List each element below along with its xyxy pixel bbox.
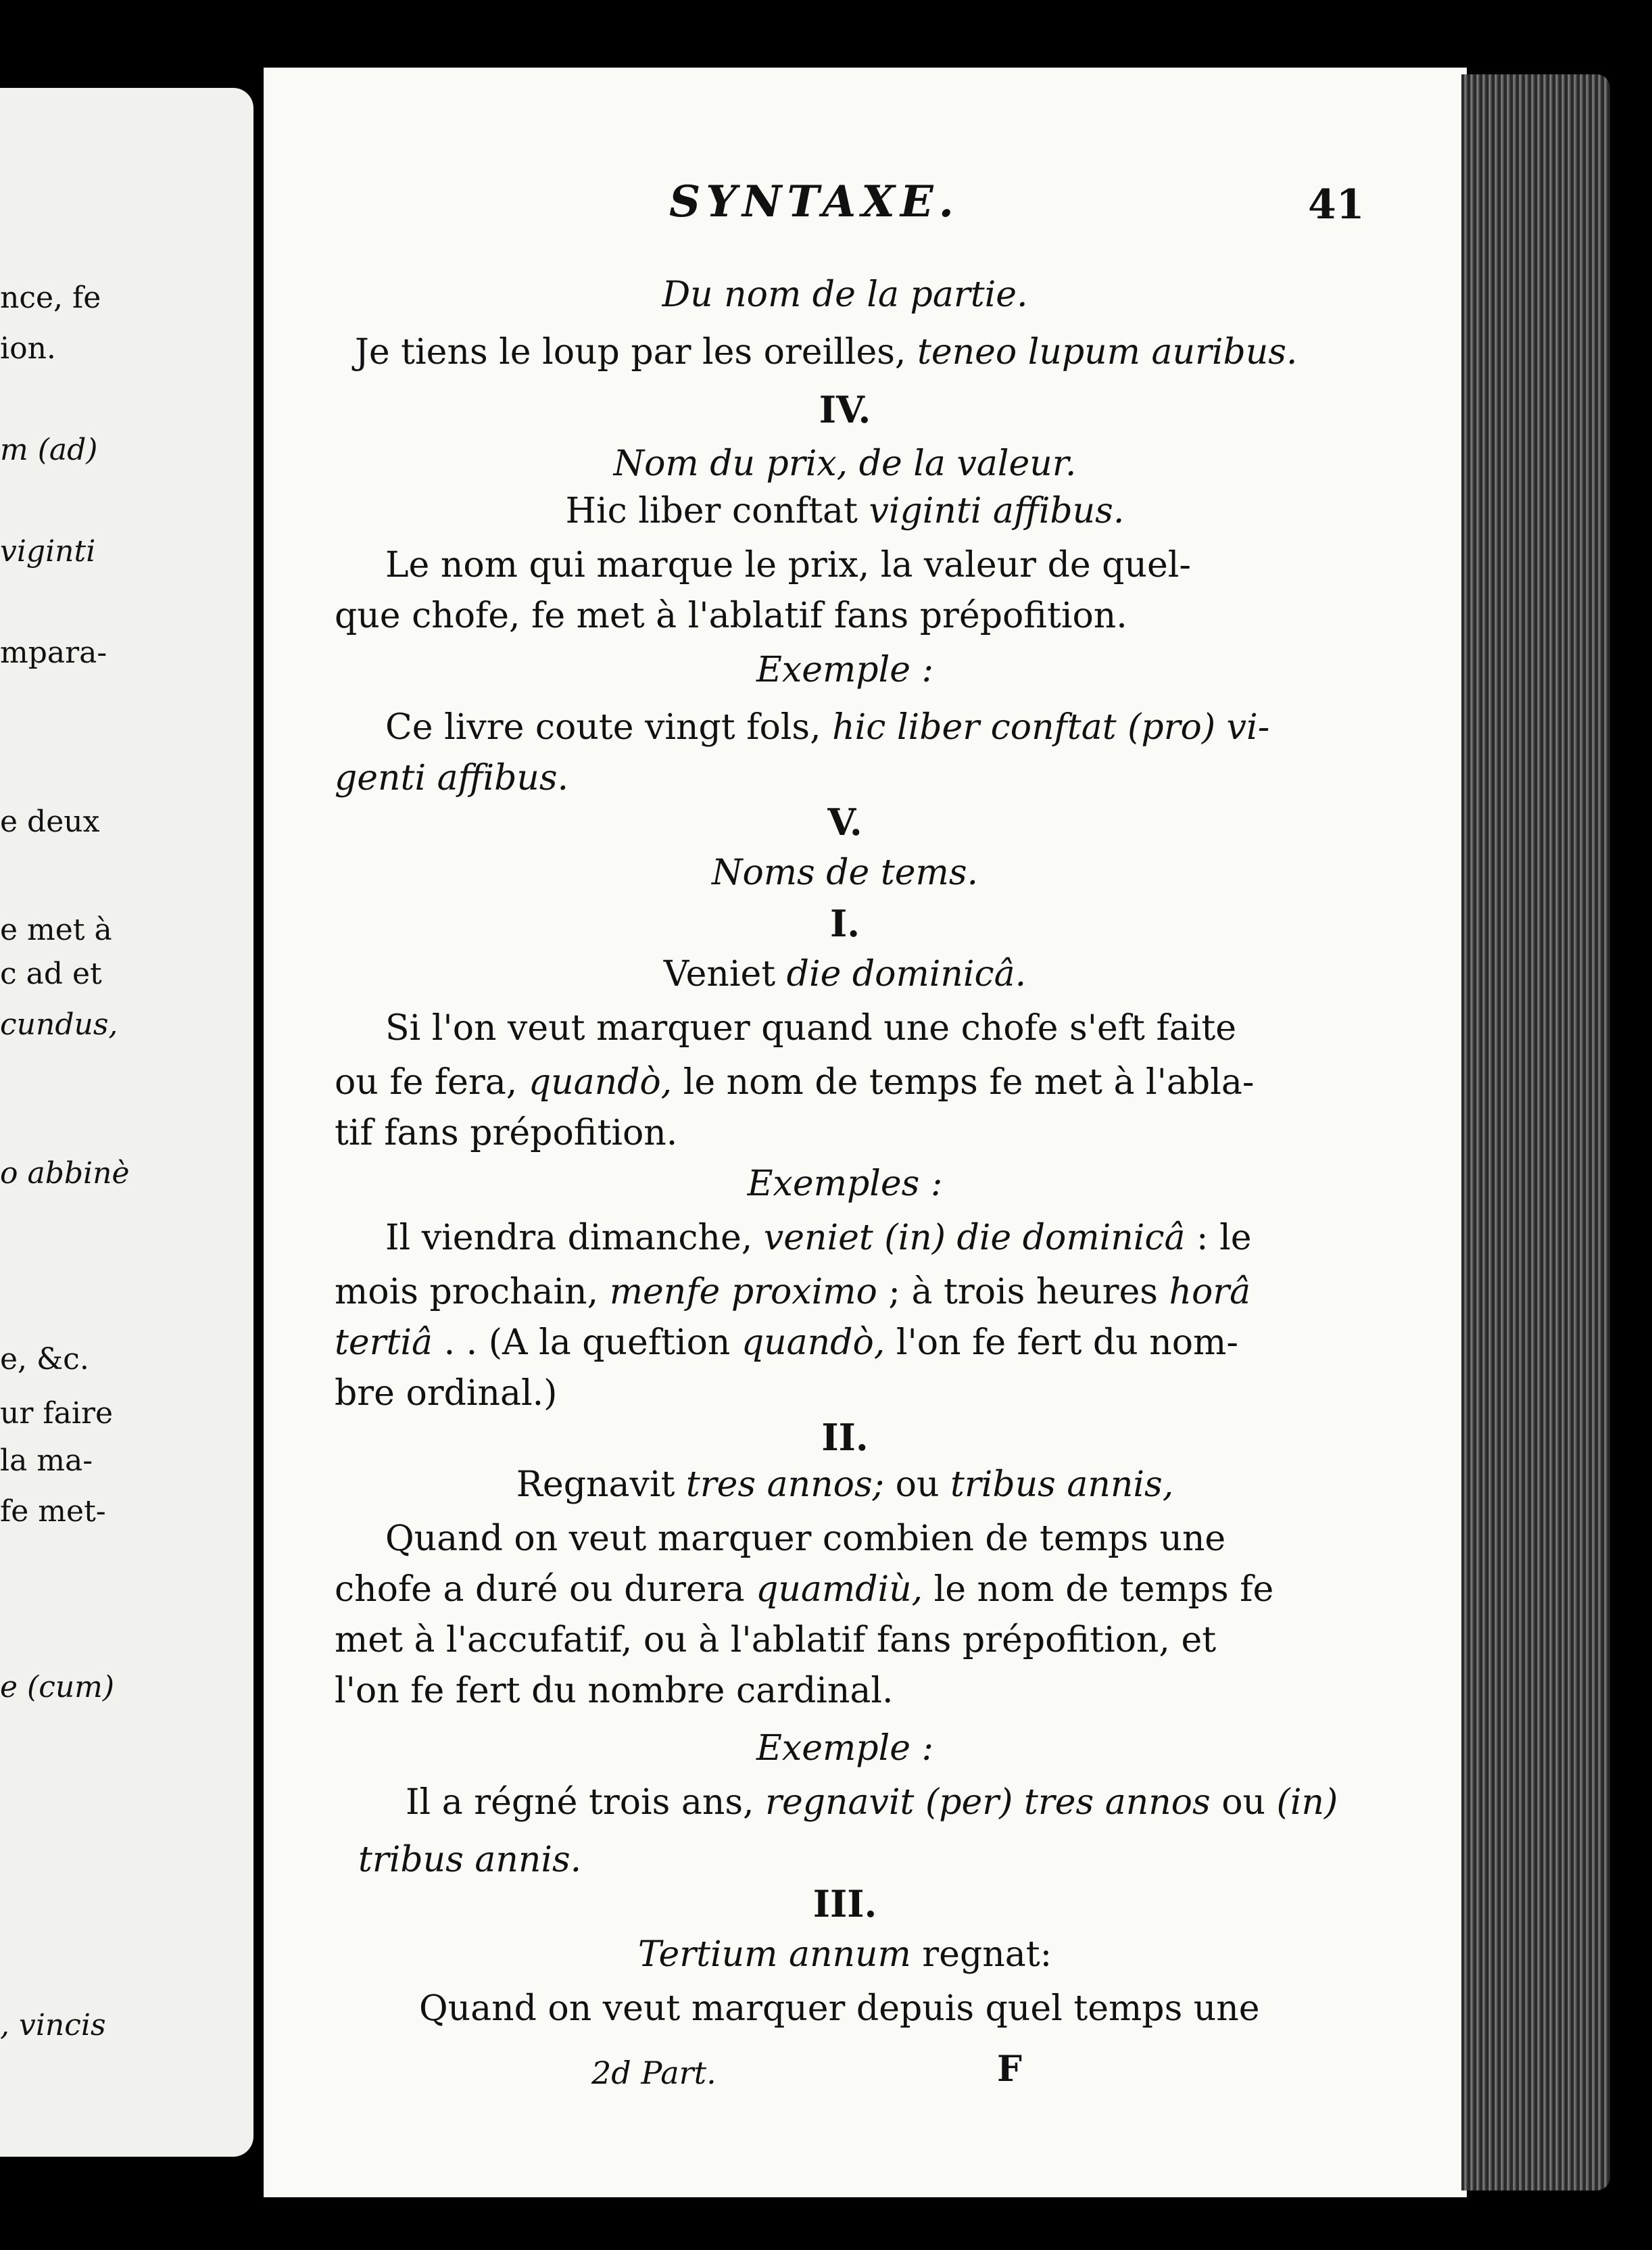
text-span: quandò,: [528, 1062, 673, 1103]
section-number: II.: [821, 1416, 869, 1459]
text-span: le nom de temps fe: [923, 1569, 1274, 1610]
text-line: Quand on veut marquer combien de temps une: [385, 1518, 1226, 1559]
section-number: V.: [827, 800, 863, 844]
text-line: genti affibus.: [335, 758, 569, 798]
text-span: chofe a duré ou durera: [335, 1569, 756, 1610]
left-fragment: e, &c.: [0, 1342, 89, 1377]
text-span: Je tiens le loup par les oreilles,: [355, 332, 917, 373]
text-line: [385, 707, 1269, 748]
text-span: quandò,: [741, 1322, 885, 1363]
page-edges: [1461, 74, 1610, 2191]
text-line: [335, 1061, 1254, 1103]
text-line: tribus annis.: [358, 1840, 582, 1880]
left-fragment: viginti: [0, 534, 96, 569]
left-fragment: nce, fe: [0, 281, 101, 315]
section-subtitle: Nom du prix, de la valeur.: [613, 444, 1077, 484]
text-line: [335, 1569, 1273, 1610]
section-subtitle: Noms de tems.: [711, 853, 979, 893]
text-span: . . (A la queftion: [433, 1322, 742, 1363]
text-line: bre ordinal.): [335, 1373, 558, 1414]
left-fragment: mpara-: [0, 636, 107, 670]
left-fragment: o abbinè: [0, 1156, 130, 1191]
text-line: [318, 953, 1372, 995]
left-fragment: , vincis: [0, 2008, 106, 2042]
example-heading: Exemples :: [747, 1164, 943, 1204]
text-span: Hic liber conftat: [565, 491, 869, 531]
text-span: mois prochain,: [335, 1272, 610, 1312]
left-fragment: la ma-: [0, 1443, 93, 1478]
text-span: regnat:: [910, 1934, 1052, 1975]
text-span: ou fe fera,: [335, 1062, 529, 1103]
text-line: [335, 1322, 1238, 1364]
text-span: Veniet: [663, 954, 787, 995]
text-span: (in): [1276, 1782, 1338, 1823]
text-line: met à l'accufatif, ou à l'ablatif fans prépofition, et: [335, 1620, 1217, 1660]
page-heading: SYNTAXE.: [669, 176, 959, 227]
example-heading: Exemple :: [756, 1728, 934, 1769]
text-span: Il viendra dimanche,: [385, 1218, 764, 1258]
gathering-mark: F: [997, 2049, 1022, 2090]
section-subtitle: Du nom de la partie.: [662, 274, 1028, 315]
text-line: [385, 1217, 1252, 1259]
text-span: : le: [1185, 1218, 1252, 1258]
text-line: tif fans prépofition.: [335, 1113, 678, 1153]
text-span: Regnavit: [516, 1464, 686, 1505]
text-span: quamdiù,: [756, 1569, 923, 1610]
text-span: Tertium annum: [637, 1934, 911, 1975]
text-span: menfe proximo: [609, 1272, 877, 1312]
text-line: que chofe, fe met à l'ablatif fans prépofition.: [335, 596, 1127, 636]
text-span: tertiâ: [335, 1322, 433, 1363]
text-span: le nom de temps fe met à l'abla-: [672, 1062, 1255, 1103]
text-line: Le nom qui marque le prix, la valeur de quel-: [385, 545, 1191, 585]
text-span: tres annos;: [685, 1464, 885, 1505]
left-fragment: e met à: [0, 913, 112, 947]
text-span: horâ: [1169, 1272, 1251, 1312]
text-line: Quand on veut marquer depuis quel temps une: [419, 1988, 1260, 2029]
left-page: [0, 88, 253, 2157]
left-fragment: e (cum): [0, 1670, 115, 1704]
left-fragment: m (ad): [0, 433, 98, 467]
text-span: Ce livre coute vingt fols,: [385, 707, 833, 748]
left-fragment: c ad et: [0, 957, 102, 991]
text-span: ou: [884, 1464, 951, 1505]
page-number: 41: [1308, 181, 1365, 229]
text-line: Si l'on veut marquer quand une chofe s'eft faite: [385, 1008, 1237, 1049]
text-span: Il a régné trois ans,: [406, 1782, 766, 1823]
section-number: III.: [812, 1882, 877, 1925]
example-heading: Exemple :: [756, 650, 934, 690]
text-span: teneo lupum auribus.: [917, 332, 1298, 373]
text-line: [355, 331, 1297, 373]
text-span: viginti affibus.: [869, 491, 1125, 531]
left-fragment: fe met-: [0, 1494, 106, 1529]
text-line: [318, 1934, 1372, 1976]
text-span: tribus annis,: [950, 1464, 1174, 1505]
text-line: [406, 1781, 1338, 1823]
text-span: regnavit (per) tres annos: [765, 1782, 1211, 1823]
signature-mark: 2d Part.: [591, 2055, 716, 2091]
text-span: veniet (in) die dominicâ: [763, 1218, 1186, 1258]
text-span: hic liber conftat (pro) vi-: [832, 707, 1270, 748]
text-line: l'on fe fert du nombre cardinal.: [335, 1671, 894, 1711]
left-fragment: cundus,: [0, 1007, 118, 1042]
text-line: [318, 490, 1372, 532]
text-line: [318, 1464, 1372, 1506]
left-fragment: ion.: [0, 331, 56, 366]
section-number: I.: [829, 902, 860, 945]
text-span: l'on fe fert du nom-: [885, 1322, 1238, 1363]
text-span: ; à trois heures: [877, 1272, 1169, 1312]
text-line: [335, 1271, 1250, 1313]
left-fragment: e deux: [0, 805, 100, 839]
left-fragment: ur faire: [0, 1396, 114, 1431]
text-span: ou: [1210, 1782, 1277, 1823]
text-span: die dominicâ.: [786, 954, 1027, 995]
section-number: IV.: [819, 388, 871, 431]
